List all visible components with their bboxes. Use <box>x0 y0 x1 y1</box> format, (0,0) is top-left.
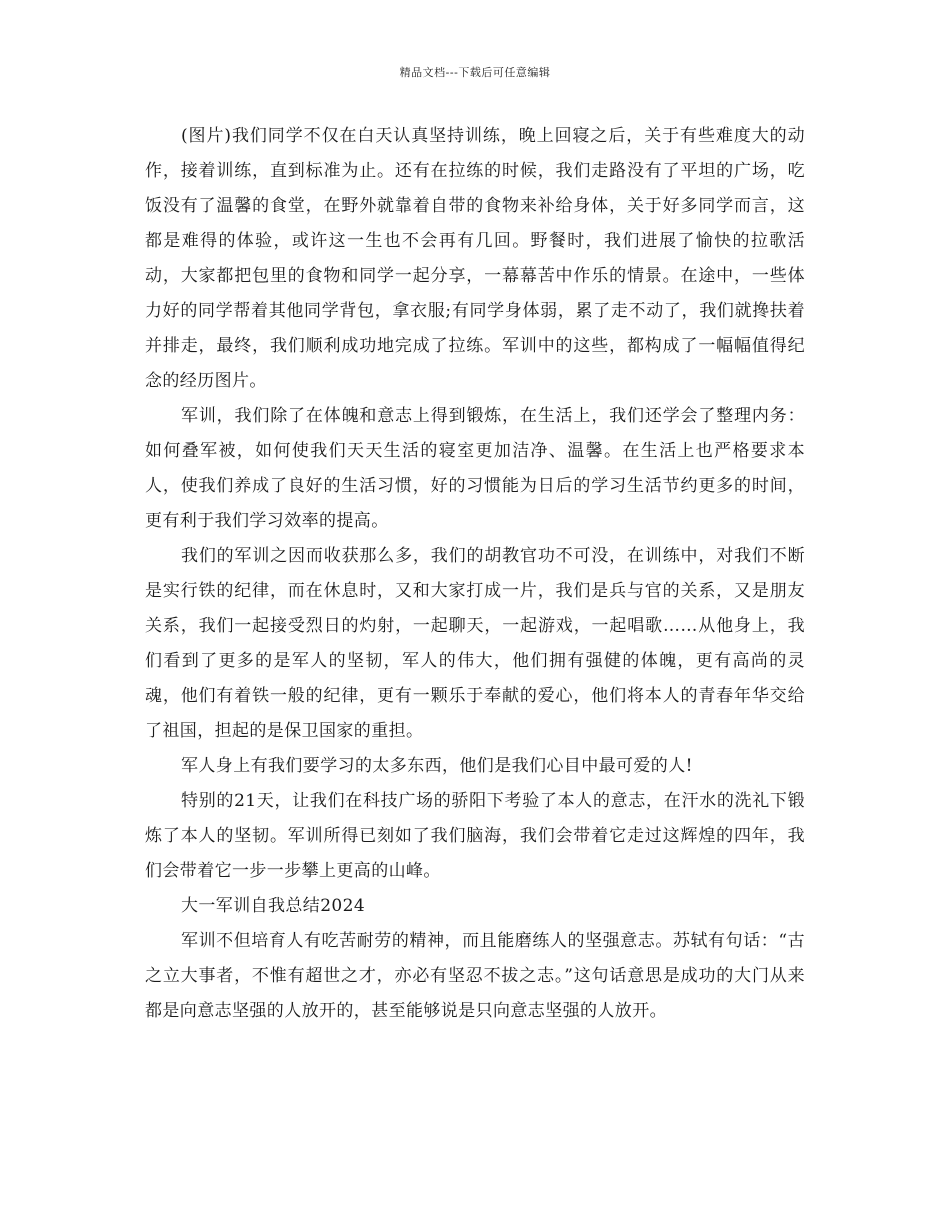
paragraph-willpower: 军训不但培育人有吃苦耐劳的精神，而且能磨练人的坚强意志。苏轼有句话：“古之立大事者，不惟有超世之才，亦必有坚忍不拔之志。”这句话意思是成功的大门从来都是向意志坚强的人放开的，甚至能够说是只向意志坚强的人放开。 <box>145 931 805 1021</box>
paragraph-training-and-march: (图片)我们同学不仅在白天认真坚持训练，晚上回寝之后，关于有些难度大的动作，接着训练，直到标准为止。还有在拉练的时候，我们走路没有了平坦的广场，吃饭没有了温馨的食堂，在野外就靠着自带的食物来补给身体，关于好多同学而言，这都是难得的体验，或许这一生也不会再有几回。野餐时，我们进展了愉快的拉歌活动，大家都把包里的食物和同学一起分享，一幕幕苦中作乐的情景。在途中，一些体力好的同学帮着其他同学背包，拿衣服;有同学身体弱，累了走不动了，我们就搀扶着并排走，最终，我们顺利成功地完成了拉练。军训中的这些，都构成了一幅幅值得纪念的经历图片。 <box>145 126 805 391</box>
paragraph-21-days: 特别的21天，让我们在科技广场的骄阳下考验了本人的意志，在汗水的洗礼下锻炼了本人的坚韧。军训所得已刻如了我们脑海，我们会带着它走过这辉煌的四年，我们会带着它一步一步攀上更高的山峰。 <box>145 791 805 881</box>
document-body <box>145 119 805 1029</box>
page-header: 精品文档---下载后可任意编辑 <box>399 66 551 79</box>
section-title: 大一军训自我总结2024 <box>181 896 366 916</box>
paragraph-soldiers: 军人身上有我们要学习的太多东西，他们是我们心目中最可爱的人! <box>181 756 693 776</box>
paragraph-instructor: 我们的军训之因而收获那么多，我们的胡教官功不可没，在训练中，对我们不断是实行铁的纪律，而在休息时，又和大家打成一片，我们是兵与官的关系，又是朋友关系，我们一起接受烈日的灼射，一起聊天，一起游戏，一起唱歌……从他身上，我们看到了更多的是军人的坚韧，军人的伟大，他们拥有强健的体魄，更有高尚的灵魂，他们有着铁一般的纪律，更有一颗乐于奉献的爱心，他们将本人的青春年华交给了祖国，担起的是保卫国家的重担。 <box>145 546 805 741</box>
paragraph-daily-life: 军训，我们除了在体魄和意志上得到锻炼，在生活上，我们还学会了整理内务：如何叠军被，如何使我们天天生活的寝室更加洁净、温馨。在生活上也严格要求本人，使我们养成了良好的生活习惯，好的习惯能为日后的学习生活节约更多的时间，更有利于我们学习效率的提高。 <box>145 406 805 531</box>
